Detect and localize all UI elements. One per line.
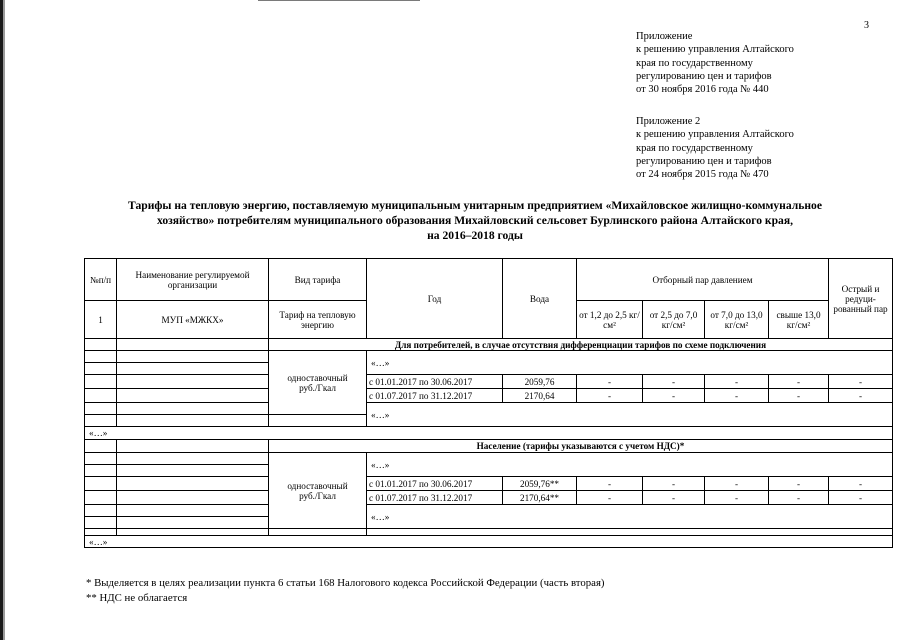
period-cell: с 01.01.2017 по 30.06.2017 — [367, 477, 503, 491]
appendix-1-line: Приложение — [636, 31, 693, 42]
table-row — [85, 427, 893, 440]
appendix-2-block — [636, 115, 794, 181]
section-2-ellipsis-top: «…» — [367, 453, 893, 477]
steam-cell: - — [769, 389, 829, 403]
header-num: №п/п — [85, 259, 117, 301]
section-2-tariff-type: одноставочный руб./Гкал — [269, 453, 367, 529]
section-1-tariff-type: одноставочный руб./Гкал — [269, 351, 367, 415]
table-row — [85, 491, 893, 505]
appendix-2-line: к решению управления Алтайского — [636, 129, 794, 141]
sharp-steam-cell: - — [829, 491, 893, 505]
header-water: Вода — [503, 259, 577, 339]
steam-cell: - — [769, 491, 829, 505]
steam-cell: - — [577, 389, 643, 403]
steam-cell: - — [705, 389, 769, 403]
steam-cell: - — [769, 375, 829, 389]
page-number: 3 — [864, 20, 869, 31]
table-header-row — [85, 259, 893, 301]
table-row — [85, 505, 893, 517]
water-cell: 2170,64** — [503, 491, 577, 505]
section-2-ellipsis-bottom: «…» — [367, 505, 893, 529]
title-line: Тарифы на тепловую энергию, поставляемую муниципальным унитарным предприятием «Михайловское жилищно-коммунальное — [128, 199, 822, 212]
water-cell: 2059,76** — [503, 477, 577, 491]
table-row — [85, 403, 893, 415]
period-cell: с 01.07.2017 по 31.12.2017 — [367, 491, 503, 505]
header-sharp-steam: Острый и редуци-рованный пар — [829, 259, 893, 339]
steam-cell: - — [769, 477, 829, 491]
footnotes — [86, 576, 605, 607]
footnote-no-vat: ** НДС не облагается — [86, 592, 188, 605]
appendix-1-line: к решению управления Алтайского — [636, 44, 794, 56]
document-title — [95, 198, 855, 243]
appendix-2-line: Приложение 2 — [636, 116, 701, 127]
title-line: на 2016–2018 годы — [427, 229, 523, 242]
between-sections-ellipsis: «…» — [85, 427, 893, 440]
final-ellipsis: «…» — [85, 536, 893, 548]
steam-cell: - — [643, 477, 705, 491]
section-title-row — [85, 339, 893, 351]
period-cell: с 01.07.2017 по 31.12.2017 — [367, 389, 503, 403]
org-name: МУП «МЖКХ» — [117, 301, 269, 339]
steam-cell: - — [705, 491, 769, 505]
header-steam-1: от 1,2 до 2,5 кг/см² — [577, 301, 643, 339]
header-steam-group: Отборный пар давлением — [577, 259, 829, 301]
table-row — [85, 389, 893, 403]
header-steam-2: от 2,5 до 7,0 кг/см² — [643, 301, 705, 339]
table-row — [85, 477, 893, 491]
table-row — [85, 351, 893, 363]
header-steam-4: свыше 13,0 кг/см² — [769, 301, 829, 339]
header-tariff-type: Вид тарифа — [269, 259, 367, 301]
section-1-ellipsis-top: «…» — [367, 351, 893, 375]
org-tariff-type: Тариф на тепловую энергию — [269, 301, 367, 339]
appendix-2-line: от 24 ноября 2015 года № 470 — [636, 169, 769, 181]
table-row — [85, 529, 893, 536]
steam-cell: - — [705, 477, 769, 491]
water-cell: 2170,64 — [503, 389, 577, 403]
appendix-1-block — [636, 30, 794, 96]
org-num: 1 — [85, 301, 117, 339]
sharp-steam-cell: - — [829, 389, 893, 403]
steam-cell: - — [705, 375, 769, 389]
appendix-1-line: края по государственному — [636, 57, 753, 69]
footnote-vat: * Выделяется в целях реализации пункта 6 статьи 168 Налогового кодекса Российской Федерации (часть вторая) — [86, 577, 605, 589]
period-cell: с 01.01.2017 по 30.06.2017 — [367, 375, 503, 389]
header-year: Год — [367, 259, 503, 339]
scan-top-rule — [258, 0, 420, 1]
appendix-2-line: регулированию цен и тарифов — [636, 155, 772, 167]
sharp-steam-cell: - — [829, 477, 893, 491]
water-cell: 2059,76 — [503, 375, 577, 389]
tariff-table — [84, 258, 893, 548]
header-org: Наименование регулируемой организации — [117, 259, 269, 301]
steam-cell: - — [643, 375, 705, 389]
sharp-steam-cell: - — [829, 375, 893, 389]
table-row — [85, 453, 893, 465]
section-2-title: Население (тарифы указываются с учетом НДС)* — [269, 440, 893, 453]
scan-left-edge-shadow — [3, 0, 5, 640]
steam-cell: - — [577, 491, 643, 505]
section-1-ellipsis-bottom: «…» — [367, 403, 893, 427]
steam-cell: - — [643, 389, 705, 403]
header-steam-3: от 7,0 до 13,0 кг/см² — [705, 301, 769, 339]
appendix-1-line: регулированию цен и тарифов — [636, 70, 772, 82]
appendix-1-line: от 30 ноября 2016 года № 440 — [636, 84, 769, 96]
section-title-row — [85, 440, 893, 453]
table-row — [85, 375, 893, 389]
steam-cell: - — [577, 375, 643, 389]
table-row — [85, 536, 893, 548]
section-1-title: Для потребителей, в случае отсутствия дифференциации тарифов по схеме подключения — [269, 339, 893, 351]
steam-cell: - — [577, 477, 643, 491]
steam-cell: - — [643, 491, 705, 505]
title-line: хозяйство» потребителям муниципального образования Михайловский сельсовет Бурлинского района Алтайского края, — [156, 214, 794, 227]
appendix-2-line: края по государственному — [636, 142, 753, 154]
